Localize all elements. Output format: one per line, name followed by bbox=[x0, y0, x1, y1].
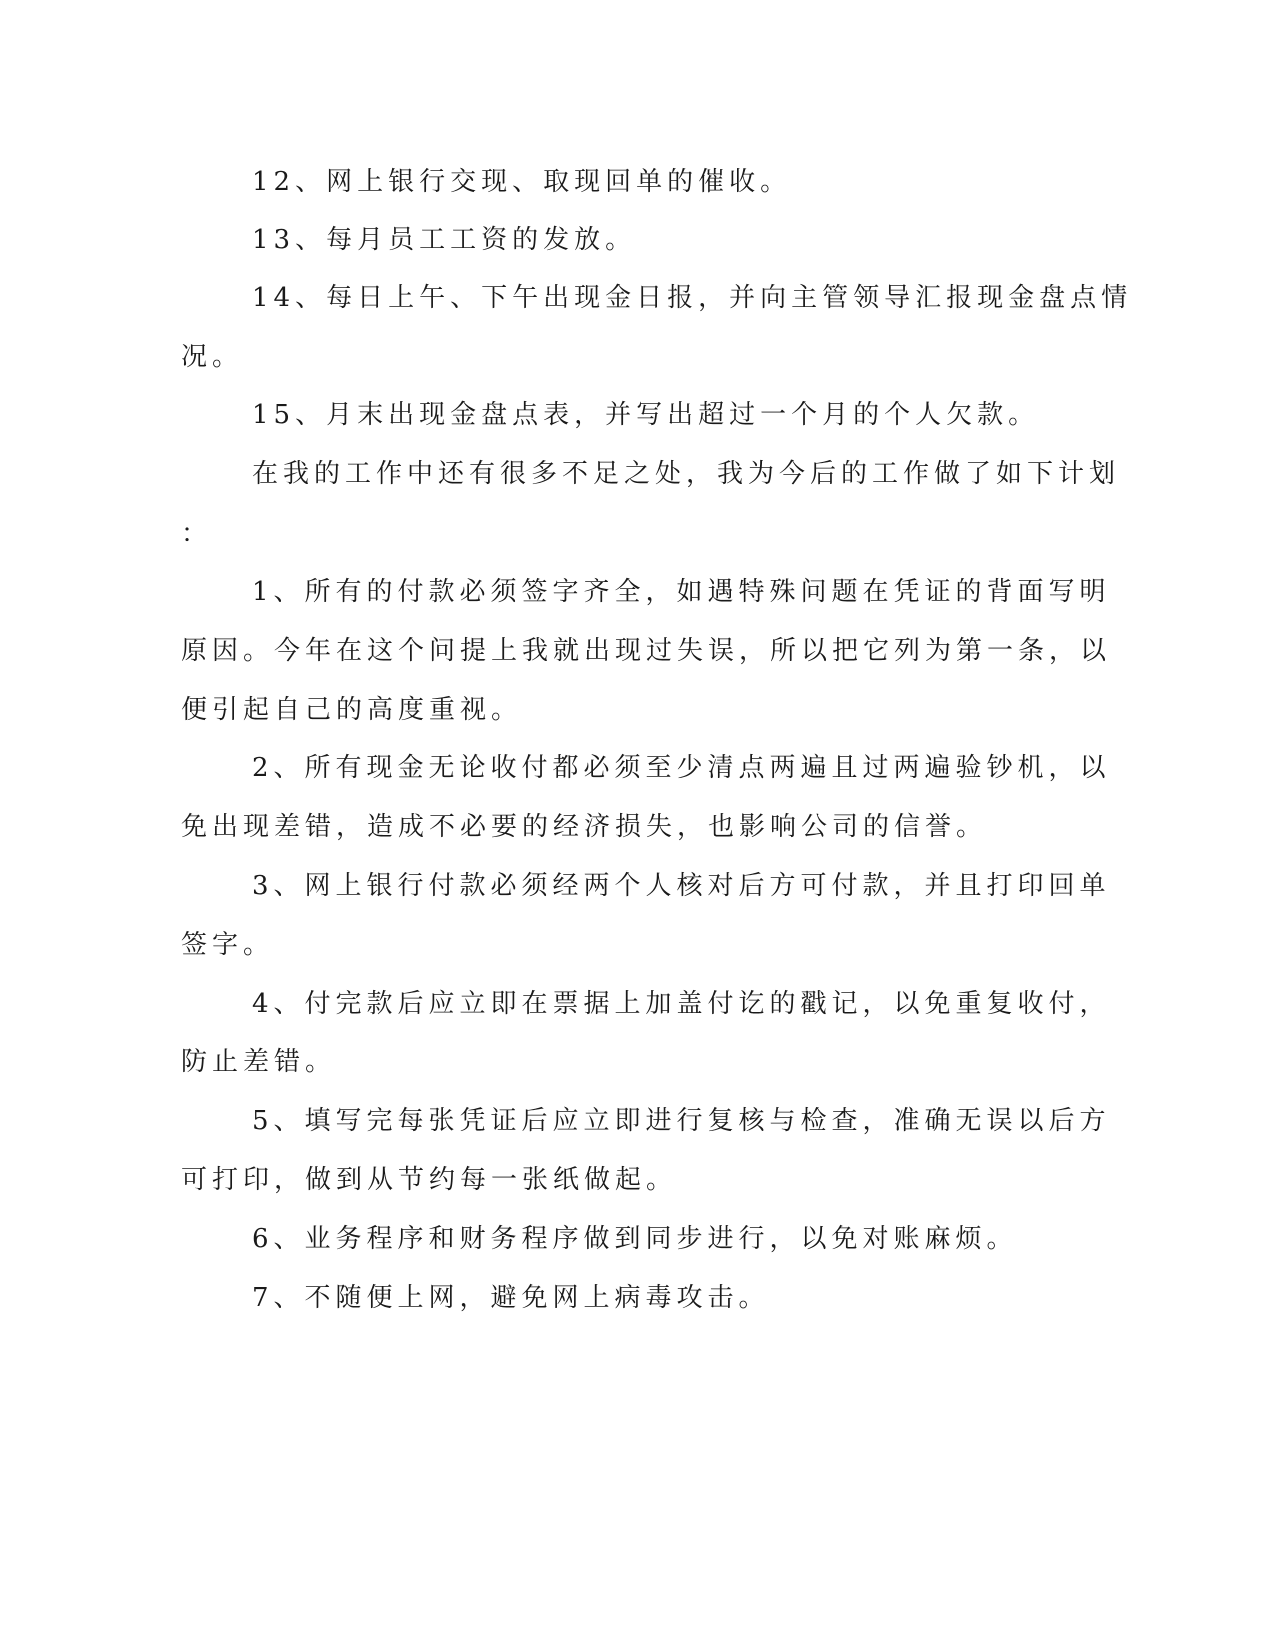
paragraph-line: 7、不随便上网，避免网上病毒攻击。 bbox=[252, 1283, 770, 1313]
paragraph-line: ： bbox=[181, 519, 213, 549]
paragraph-line: 1、所有的付款必须签字齐全，如遇特殊问题在凭证的背面写明 bbox=[252, 577, 1111, 607]
paragraph-line: 防止差错。 bbox=[181, 1047, 337, 1077]
paragraph-line: 15、月末出现金盘点表，并写出超过一个月的个人欠款。 bbox=[252, 400, 1040, 430]
paragraph-line: 在我的工作中还有很多不足之处，我为今后的工作做了如下计划 bbox=[252, 459, 1121, 489]
paragraph-line: 13、每月员工工资的发放。 bbox=[252, 225, 637, 255]
paragraph-line: 况。 bbox=[181, 342, 244, 372]
paragraph-line: 免出现差错，造成不必要的经济损失，也影响公司的信誉。 bbox=[181, 812, 988, 842]
paragraph-line: 3、网上银行付款必须经两个人核对后方可付款，并且打印回单 bbox=[252, 871, 1111, 901]
paragraph-line: 便引起自己的高度重视。 bbox=[181, 695, 523, 725]
paragraph-line: 4、付完款后应立即在票据上加盖付讫的戳记，以免重复收付， bbox=[252, 989, 1111, 1019]
paragraph-line: 5、填写完每张凭证后应立即进行复核与检查，准确无误以后方 bbox=[252, 1106, 1111, 1136]
paragraph-line: 2、所有现金无论收付都必须至少清点两遍且过两遍验钞机，以 bbox=[252, 753, 1111, 783]
paragraph-line: 14、每日上午、下午出现金日报，并向主管领导汇报现金盘点情 bbox=[252, 283, 1133, 313]
paragraph-line: 12、网上银行交现、取现回单的催收。 bbox=[252, 167, 792, 197]
paragraph-line: 签字。 bbox=[181, 930, 275, 960]
paragraph-line: 6、业务程序和财务程序做到同步进行，以免对账麻烦。 bbox=[252, 1224, 1018, 1254]
paragraph-line: 原因。今年在这个问提上我就出现过失误，所以把它列为第一条，以 bbox=[181, 636, 1112, 666]
paragraph-line: 可打印，做到从节约每一张纸做起。 bbox=[181, 1165, 678, 1195]
